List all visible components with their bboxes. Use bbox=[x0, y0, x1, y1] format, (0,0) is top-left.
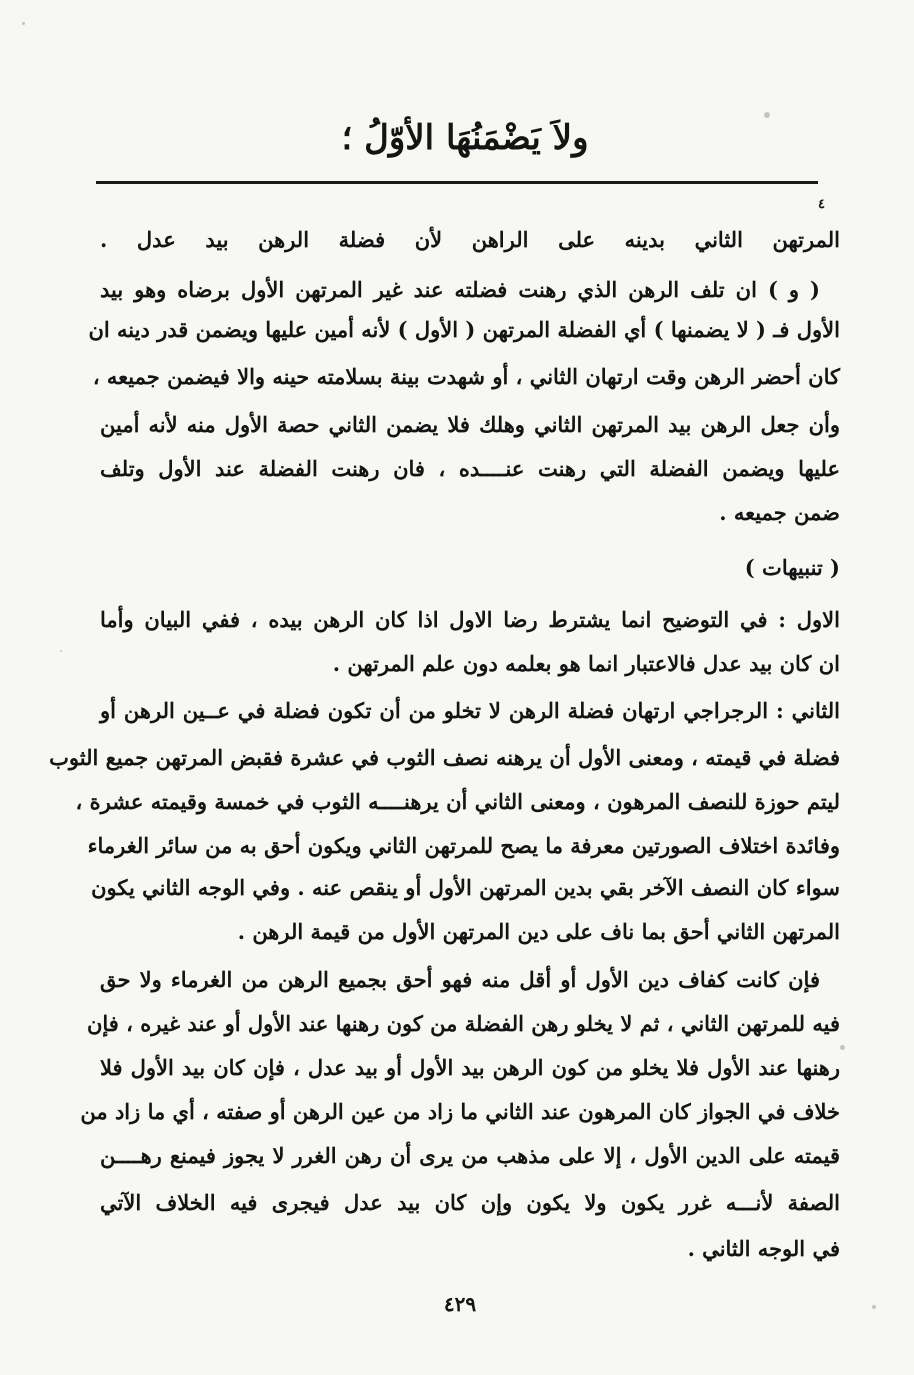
body-line: في الوجه الثاني . bbox=[687, 1236, 840, 1261]
body-line: خلاف في الجواز كان المرهون عند الثاني ما زاد من عين الرهن أو صفته ، أي ما زاد من bbox=[80, 1099, 840, 1124]
body-line: الاول : في التوضيح انما يشترط رضا الاول اذا كان الرهن بيده ، ففي البيان وأما bbox=[100, 607, 840, 632]
body-line: وفائدة اختلاف الصورتين معرفة ما يصح للمرتهن الثاني ويكون أحق به من سائر الغرماء bbox=[87, 833, 840, 858]
body-line: فيه للمرتهن الثاني ، ثم لا يخلو رهن الفضلة من كون رهنها عند الأول أو عند غيره ، فإن bbox=[86, 1011, 840, 1036]
body-line: المرتهن الثاني أحق بما ناف على دين المرتهن الأول من قيمة الرهن . bbox=[237, 919, 840, 944]
scan-speck bbox=[60, 650, 62, 652]
scan-speck bbox=[764, 112, 770, 118]
page-number: ٤٢٩ bbox=[443, 1292, 477, 1316]
section-heading: ( تنبيهات ) bbox=[744, 555, 840, 580]
scan-speck bbox=[22, 22, 25, 25]
body-line: رهنها عند الأول فلا يخلو من كون الرهن بيد الأول أو بيد عدل ، فإن كان بيد الأول فلا bbox=[100, 1055, 840, 1080]
body-line: قيمته على الدين الأول ، إلا على مذهب من يرى أن رهن الغرر لا يجوز فيمنع رهــــن bbox=[100, 1143, 840, 1168]
body-line: الأول فـ ( لا يضمنها ) أي الفضلة المرتهن ( الأول ) لأنه أمين عليها ويضمن قدر دينه ان bbox=[88, 317, 840, 342]
header-rule bbox=[96, 181, 818, 184]
body-line: المرتهن الثاني بدينه على الراهن لأن فضلة الرهن بيد عدل . bbox=[100, 227, 840, 252]
body-line: وأن جعل الرهن بيد المرتهن الثاني وهلك فلا يضمن الثاني حصة الأول منه لأنه أمين bbox=[100, 412, 840, 437]
body-line: ضمن جميعه . bbox=[719, 500, 840, 525]
scan-speck bbox=[840, 1045, 845, 1050]
body-line: الصفة لأنـــه غرر يكون ولا يكون وإن كان بيد عدل فيجرى فيه الخلاف الآتي bbox=[100, 1190, 840, 1215]
body-line: فضلة في قيمته ، ومعنى الأول أن يرهنه نصف الثوب في عشرة فقبض المرتهن جميع الثوب bbox=[49, 745, 840, 770]
header-marker: ٤ bbox=[818, 197, 825, 212]
body-line: الثاني : الرجراجي ارتهان فضلة الرهن لا تخلو من أن تكون فضلة في عــين الرهن أو bbox=[100, 698, 840, 723]
body-line: ان كان بيد عدل فالاعتبار انما هو بعلمه دون علم المرتهن . bbox=[332, 651, 840, 676]
body-line: فإن كانت كفاف دين الأول أو أقل منه فهو أحق بجميع الرهن من الغرماء ولا حق bbox=[100, 967, 820, 992]
body-line: ( و ) ان تلف الرهن الذي رهنت فضلته عند غير المرتهن الأول برضاه وهو بيد bbox=[100, 277, 820, 302]
body-line: ليتم حوزة للنصف المرهون ، ومعنى الثاني أن يرهنــــه الثوب في خمسة وقيمته عشرة ، bbox=[75, 789, 840, 814]
body-line: سواء كان النصف الآخر بقي بدين المرتهن الأول أو ينقص عنه . وفي الوجه الثاني يكون bbox=[91, 875, 840, 900]
body-line: كان أحضر الرهن وقت ارتهان الثاني ، أو شهدت بينة بسلامته حينه والا فيضمن جميعه ، bbox=[92, 364, 840, 389]
running-header-title: ولاَ يَضْمَنُهَا الأوّلُ ؛ bbox=[341, 118, 589, 158]
scan-speck bbox=[872, 1305, 876, 1309]
body-line: عليها ويضمن الفضلة التي رهنت عنــــده ، فان رهنت الفضلة عند الأول وتلف bbox=[100, 456, 840, 481]
